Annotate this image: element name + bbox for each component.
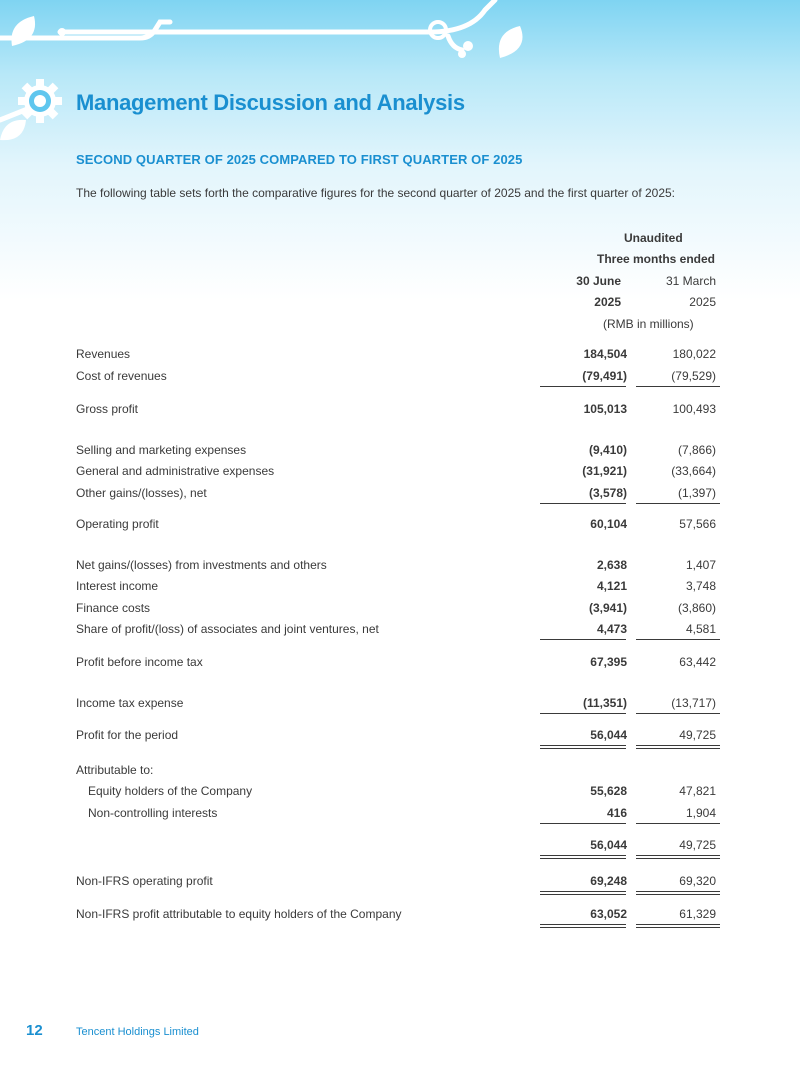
row-label: Other gains/(losses), net (76, 486, 207, 500)
header-period: Three months ended (597, 252, 716, 266)
company-name: Tencent Holdings Limited (76, 1026, 199, 1038)
subtotal-rule (540, 639, 626, 640)
value-q2: (9,410) (588, 443, 627, 457)
leaf-icon (11, 16, 35, 46)
subtotal-rule (636, 503, 720, 504)
value-q2: 105,013 (583, 402, 627, 416)
vine-leaf-decoration (0, 0, 800, 160)
total-double-rule (636, 748, 720, 749)
intro-paragraph: The following table sets forth the comparative figures for the second quarter of 2025 and the first quarter of 2025: (76, 186, 676, 200)
subtotal-rule (636, 386, 720, 387)
value-q1: 49,725 (679, 838, 716, 852)
total-double-rule (540, 745, 626, 746)
value-q1: 69,320 (679, 874, 716, 888)
value-q1: (13,717) (671, 696, 716, 710)
header-unaudited: Unaudited (624, 231, 683, 245)
row-label: Non-IFRS profit attributable to equity holders of the Company (76, 907, 402, 921)
header-col1-year: 2025 (594, 295, 621, 309)
gear-icon (18, 79, 62, 123)
value-q2: 2,638 (596, 558, 627, 572)
row-label: Cost of revenues (76, 369, 167, 383)
row-label: Interest income (76, 579, 159, 593)
subtotal-rule (636, 823, 720, 824)
row-label: Revenues (76, 347, 131, 361)
total-double-rule (540, 891, 626, 892)
total-double-rule (540, 894, 626, 895)
total-double-rule (540, 855, 626, 856)
row-label: Selling and marketing expenses (76, 443, 247, 457)
header-col1-date: 30 June (576, 274, 621, 288)
value-q2: 69,248 (590, 874, 627, 888)
row-label: Equity holders of the Company (88, 784, 253, 798)
value-q2: 184,504 (583, 347, 627, 361)
row-label: Non-controlling interests (88, 806, 218, 820)
total-double-rule (636, 924, 720, 925)
row-label: Income tax expense (76, 696, 184, 710)
value-q2: 67,395 (590, 655, 627, 669)
value-q2: (11,351) (582, 696, 627, 710)
table-row (0, 464, 800, 484)
value-q2: 56,044 (590, 838, 627, 852)
table-row (0, 784, 800, 804)
row-label: Net gains/(losses) from investments and others (76, 558, 327, 572)
row-label: Gross profit (76, 402, 139, 416)
total-double-rule (540, 927, 626, 928)
row-label: Share of profit/(loss) of associates and joint ventures, net (76, 622, 379, 636)
page-number: 12 (26, 1022, 43, 1039)
row-label: Non-IFRS operating profit (76, 874, 213, 888)
value-q2: 63,052 (590, 907, 627, 921)
value-q1: 47,821 (679, 784, 716, 798)
value-q2: 55,628 (590, 784, 627, 798)
value-q1: (79,529) (671, 369, 716, 383)
table-row (0, 402, 800, 422)
value-q1: 57,566 (679, 517, 716, 531)
value-q1: (7,866) (677, 443, 716, 457)
value-q2: 60,104 (590, 517, 627, 531)
total-double-rule (636, 745, 720, 746)
table-row (0, 347, 800, 367)
total-double-rule (540, 748, 626, 749)
total-double-rule (540, 924, 626, 925)
section-heading: SECOND QUARTER OF 2025 COMPARED TO FIRST QUARTER OF 2025 (76, 152, 523, 167)
total-double-rule (540, 858, 626, 859)
header-col2-year: 2025 (689, 295, 716, 309)
subtotal-rule (636, 713, 720, 714)
row-label: Profit before income tax (76, 655, 203, 669)
total-double-rule (636, 891, 720, 892)
total-double-rule (636, 855, 720, 856)
value-q2: 56,044 (590, 728, 627, 742)
value-q2: (79,491) (582, 369, 627, 383)
value-q1: 1,407 (685, 558, 716, 572)
value-q1: 3,748 (685, 579, 716, 593)
value-q2: 416 (606, 806, 627, 820)
leaf-icon (0, 120, 26, 140)
value-q1: (3,860) (677, 601, 716, 615)
subtotal-rule (540, 386, 626, 387)
value-q1: 49,725 (679, 728, 716, 742)
value-q1: 4,581 (685, 622, 716, 636)
total-double-rule (636, 927, 720, 928)
total-double-rule (636, 894, 720, 895)
page-title: Management Discussion and Analysis (76, 90, 465, 115)
value-q1: (1,397) (677, 486, 716, 500)
value-q2: (3,578) (588, 486, 627, 500)
value-q2: 4,473 (596, 622, 627, 636)
value-q1: 61,329 (679, 907, 716, 921)
header-col2-date: 31 March (665, 274, 716, 288)
value-q1: 180,022 (672, 347, 716, 361)
row-label: General and administrative expenses (76, 464, 275, 478)
row-label: Finance costs (76, 601, 151, 615)
value-q1: 63,442 (679, 655, 716, 669)
value-q2: 4,121 (596, 579, 627, 593)
value-q1: (33,664) (671, 464, 716, 478)
subtotal-rule (540, 823, 626, 824)
row-label: Profit for the period (76, 728, 179, 742)
value-q2: (31,921) (582, 464, 627, 478)
leaf-icon (499, 26, 523, 58)
table-row (0, 443, 800, 463)
table-row (0, 601, 800, 621)
header-unit: (RMB in millions) (603, 317, 694, 331)
value-q2: (3,941) (588, 601, 627, 615)
total-double-rule (636, 858, 720, 859)
table-row (0, 655, 800, 675)
value-q1: 1,904 (685, 806, 716, 820)
subtotal-rule (636, 639, 720, 640)
table-row (0, 579, 800, 599)
table-row (0, 763, 800, 783)
table-row (0, 558, 800, 578)
row-label: Operating profit (76, 517, 159, 531)
subtotal-rule (540, 713, 626, 714)
subtotal-rule (540, 503, 626, 504)
table-row (0, 517, 800, 537)
row-label: Attributable to: (76, 763, 154, 777)
value-q1: 100,493 (672, 402, 716, 416)
